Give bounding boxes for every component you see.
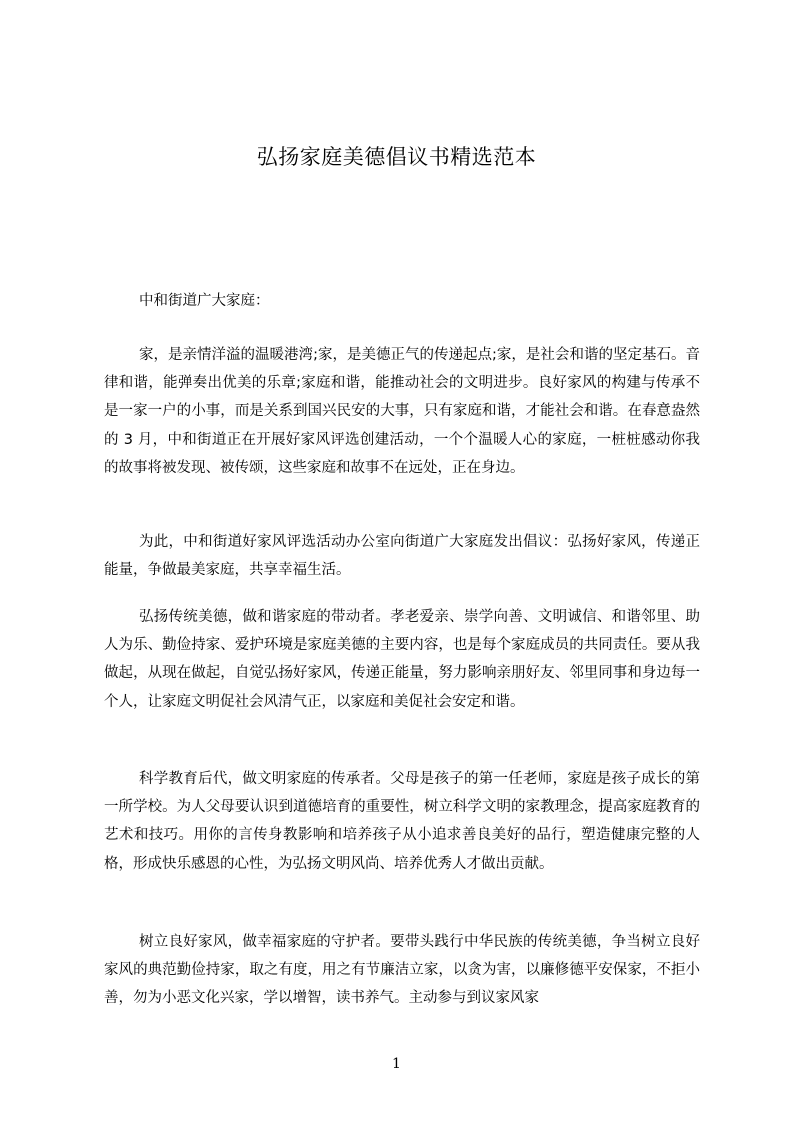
document-title: 弘扬家庭美德倡议书精选范本 [256,145,537,169]
body-paragraph: 家，是亲情洋溢的温暖港湾;家，是美德正气的传递起点;家，是社会和谐的坚定基石。音律和谐，能弹奏出优美的乐章;家庭和谐，能推动社会的文明进步。良好家风的构建与传承不是一家一户的小事，而是关系到国兴民安的大事，只有家庭和谐，才能社会和谐。在春意盎然的 3 月，中和街道正在开展好家风评选创建活动，一个个温暖人心的家庭，一桩桩感动你我的故事将被发现、被传颂，这些家庭和故事不在远处，正在身边。 [104,347,700,476]
page-number: 1 [392,1056,401,1072]
salutation: 中和街道广大家庭： [139,293,270,309]
body-paragraph: 为此，中和街道好家风评选活动办公室向街道广大家庭发出倡议：弘扬好家风，传递正能量，争做最美家庭，共享幸福生活。 [104,534,700,579]
body-paragraph: 树立良好家风，做幸福家庭的守护者。要带头践行中华民族的传统美德，争当树立良好家风的典范勤俭持家，取之有度，用之有节廉洁立家，以贪为害，以廉修德平安保家，不拒小善，勿为小恶文化兴家，学以增智，读书养气。主动参与到议家风家 [104,934,700,1007]
body-paragraph: 弘扬传统美德，做和谐家庭的带动者。孝老爱亲、崇学向善、文明诚信、和谐邻里、助人为乐、勤俭持家、爱护环境是家庭美德的主要内容，也是每个家庭成员的共同责任。要从我做起，从现在做起，自觉弘扬好家风，传递正能量，努力影响亲朋好友、邻里同事和身边每一个人，让家庭文明促社会风清气正，以家庭和美促社会安定和谐。 [104,609,700,710]
body-paragraph: 科学教育后代，做文明家庭的传承者。父母是孩子的第一任老师，家庭是孩子成长的第一所学校。为人父母要认识到道德培育的重要性，树立科学文明的家教理念，提高家庭教育的艺术和技巧。用你的言传身教影响和培养孩子从小追求善良美好的品行，塑造健康完整的人格，形成快乐感恩的心性，为弘扬文明风尚、培养优秀人才做出贡献。 [104,771,700,872]
